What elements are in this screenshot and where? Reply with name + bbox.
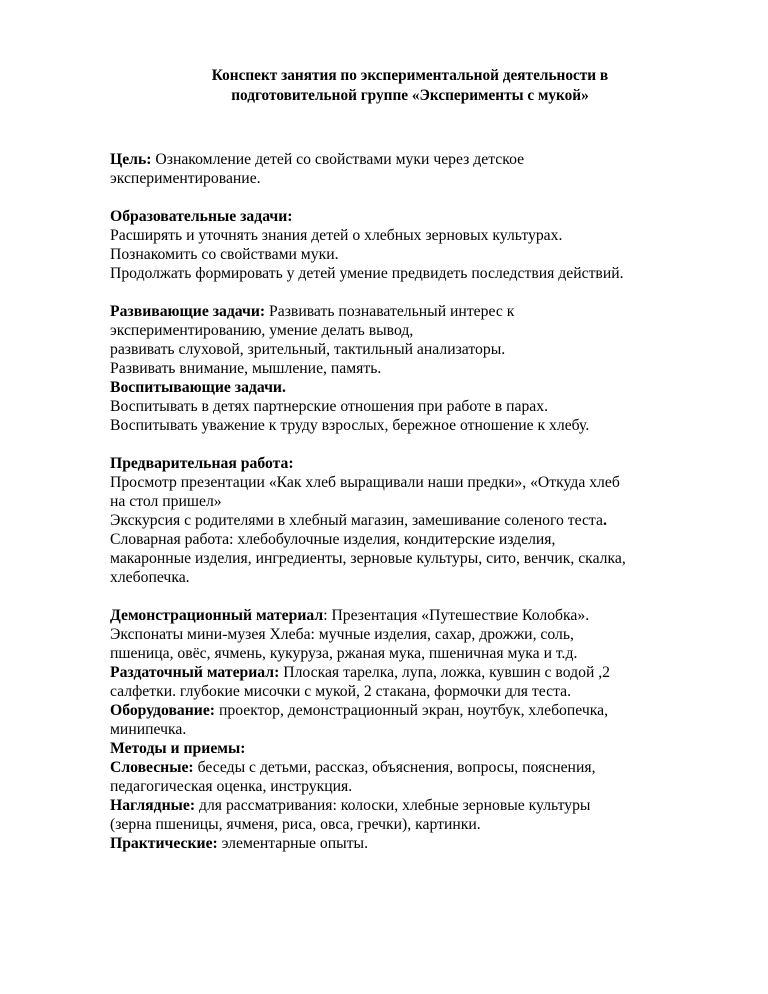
handout-material-label: Раздаточный материал: — [110, 664, 280, 681]
upbringing-task-2: Воспитывать уважение к труду взрослых, бережное отношение к хлебу. — [110, 417, 590, 434]
spacer — [110, 435, 730, 454]
goal-label: Цель: — [110, 151, 152, 168]
vocabulary-line-1: Словарная работа: хлебобулочные изделия, кондитерские изделия, — [110, 531, 556, 548]
goal-text-1: Ознакомление детей со свойствами муки через детское — [151, 151, 525, 168]
excursion-period: . — [602, 512, 607, 529]
demo-material-label: Демонстрационный материал — [110, 607, 324, 624]
educational-task-1: Расширять и уточнять знания детей о хлебных зерновых культурах. — [110, 227, 563, 244]
upbringing-tasks-heading: Воспитывающие задачи. — [110, 379, 286, 396]
demo-material-line-2: Экспонаты мини-музея Хлеба: мучные изделия, сахар, дрожжи, соль, — [110, 626, 574, 643]
developing-tasks-line-1 — [110, 302, 730, 321]
educational-task-3: Продолжать формировать у детей умение предвидеть последствия действий. — [110, 265, 624, 282]
developing-tasks-text-1: Развивать познавательный интерес к — [265, 303, 515, 320]
equipment-label: Оборудование: — [110, 702, 216, 719]
preliminary-work-heading: Предварительная работа: — [110, 455, 294, 472]
visual-methods-text-1: для рассматривания: колоски, хлебные зерновые культуры — [195, 797, 591, 814]
visual-methods-line-2: (зерна пшеницы, ячменя, риса, овса, гречки), картинки. — [110, 816, 481, 833]
demo-material-text-1: : Презентация «Путешествие Колобка». — [323, 607, 590, 624]
document-body — [110, 150, 730, 853]
visual-methods-line-1 — [110, 796, 730, 815]
equipment-line-1 — [110, 701, 730, 720]
goal-line-2: экспериментирование. — [110, 170, 261, 187]
verbal-methods-label: Словесные: — [110, 759, 194, 776]
vocabulary-line-3: хлебопечка. — [110, 569, 190, 586]
visual-methods-label: Наглядные: — [110, 797, 196, 814]
document-title — [110, 66, 710, 106]
equipment-text-1: проектор, демонстрационный экран, ноутбук, хлебопечка, — [215, 702, 609, 719]
demo-material-line-1 — [110, 606, 730, 625]
developing-task-3: развивать слуховой, зрительный, тактильный анализаторы. — [110, 341, 506, 358]
title-line-2: подготовительной группе «Эксперименты с мукой» — [231, 87, 589, 104]
verbal-methods-line-1 — [110, 758, 730, 777]
excursion-text: Экскурсия с родителями в хлебный магазин, замешивание соленого теста — [110, 512, 603, 529]
handout-material-line-2: салфетки. глубокие мисочки с мукой, 2 стакана, формочки для теста. — [110, 683, 572, 700]
developing-task-4: Развивать внимание, мышление, память. — [110, 360, 382, 377]
vocabulary-line-2: макаронные изделия, ингредиенты, зерновые культуры, сито, венчик, скалка, — [110, 550, 626, 567]
educational-task-2: Познакомить со свойствами муки. — [110, 246, 339, 263]
handout-material-line-1 — [110, 663, 730, 682]
preliminary-work-line-2: на стол пришел» — [110, 493, 222, 510]
methods-heading: Методы и приемы: — [110, 740, 246, 757]
educational-tasks-heading: Образовательные задачи: — [110, 208, 293, 225]
title-line-1: Конспект занятия по экспериментальной деятельности в — [211, 67, 609, 84]
practical-methods-label: Практические: — [110, 835, 218, 852]
goal-line-1 — [110, 150, 730, 169]
practical-methods-text-1: элементарные опыты. — [217, 835, 369, 852]
preliminary-work-line-1: Просмотр презентации «Как хлеб выращивали наши предки», «Откуда хлеб — [110, 474, 620, 491]
practical-methods-line-1 — [110, 834, 730, 853]
spacer — [110, 188, 730, 207]
excursion-line — [110, 511, 730, 530]
handout-material-text-1: Плоская тарелка, лупа, ложка, кувшин с водой ,2 — [279, 664, 611, 681]
developing-tasks-label: Развивающие задачи: — [110, 303, 266, 320]
verbal-methods-line-2: педагогическая оценка, инструкция. — [110, 778, 353, 795]
verbal-methods-text-1: беседы с детьми, рассказ, объяснения, вопросы, пояснения, — [193, 759, 596, 776]
demo-material-line-3: пшеница, овёс, ячмень, кукуруза, ржаная мука, пшеничная мука и т.д. — [110, 645, 578, 662]
equipment-line-2: минипечка. — [110, 721, 187, 738]
spacer — [110, 587, 730, 606]
spacer — [110, 283, 730, 302]
upbringing-task-1: Воспитывать в детях партнерские отношения при работе в парах. — [110, 398, 549, 415]
developing-task-2: экспериментированию, умение делать вывод, — [110, 322, 414, 339]
